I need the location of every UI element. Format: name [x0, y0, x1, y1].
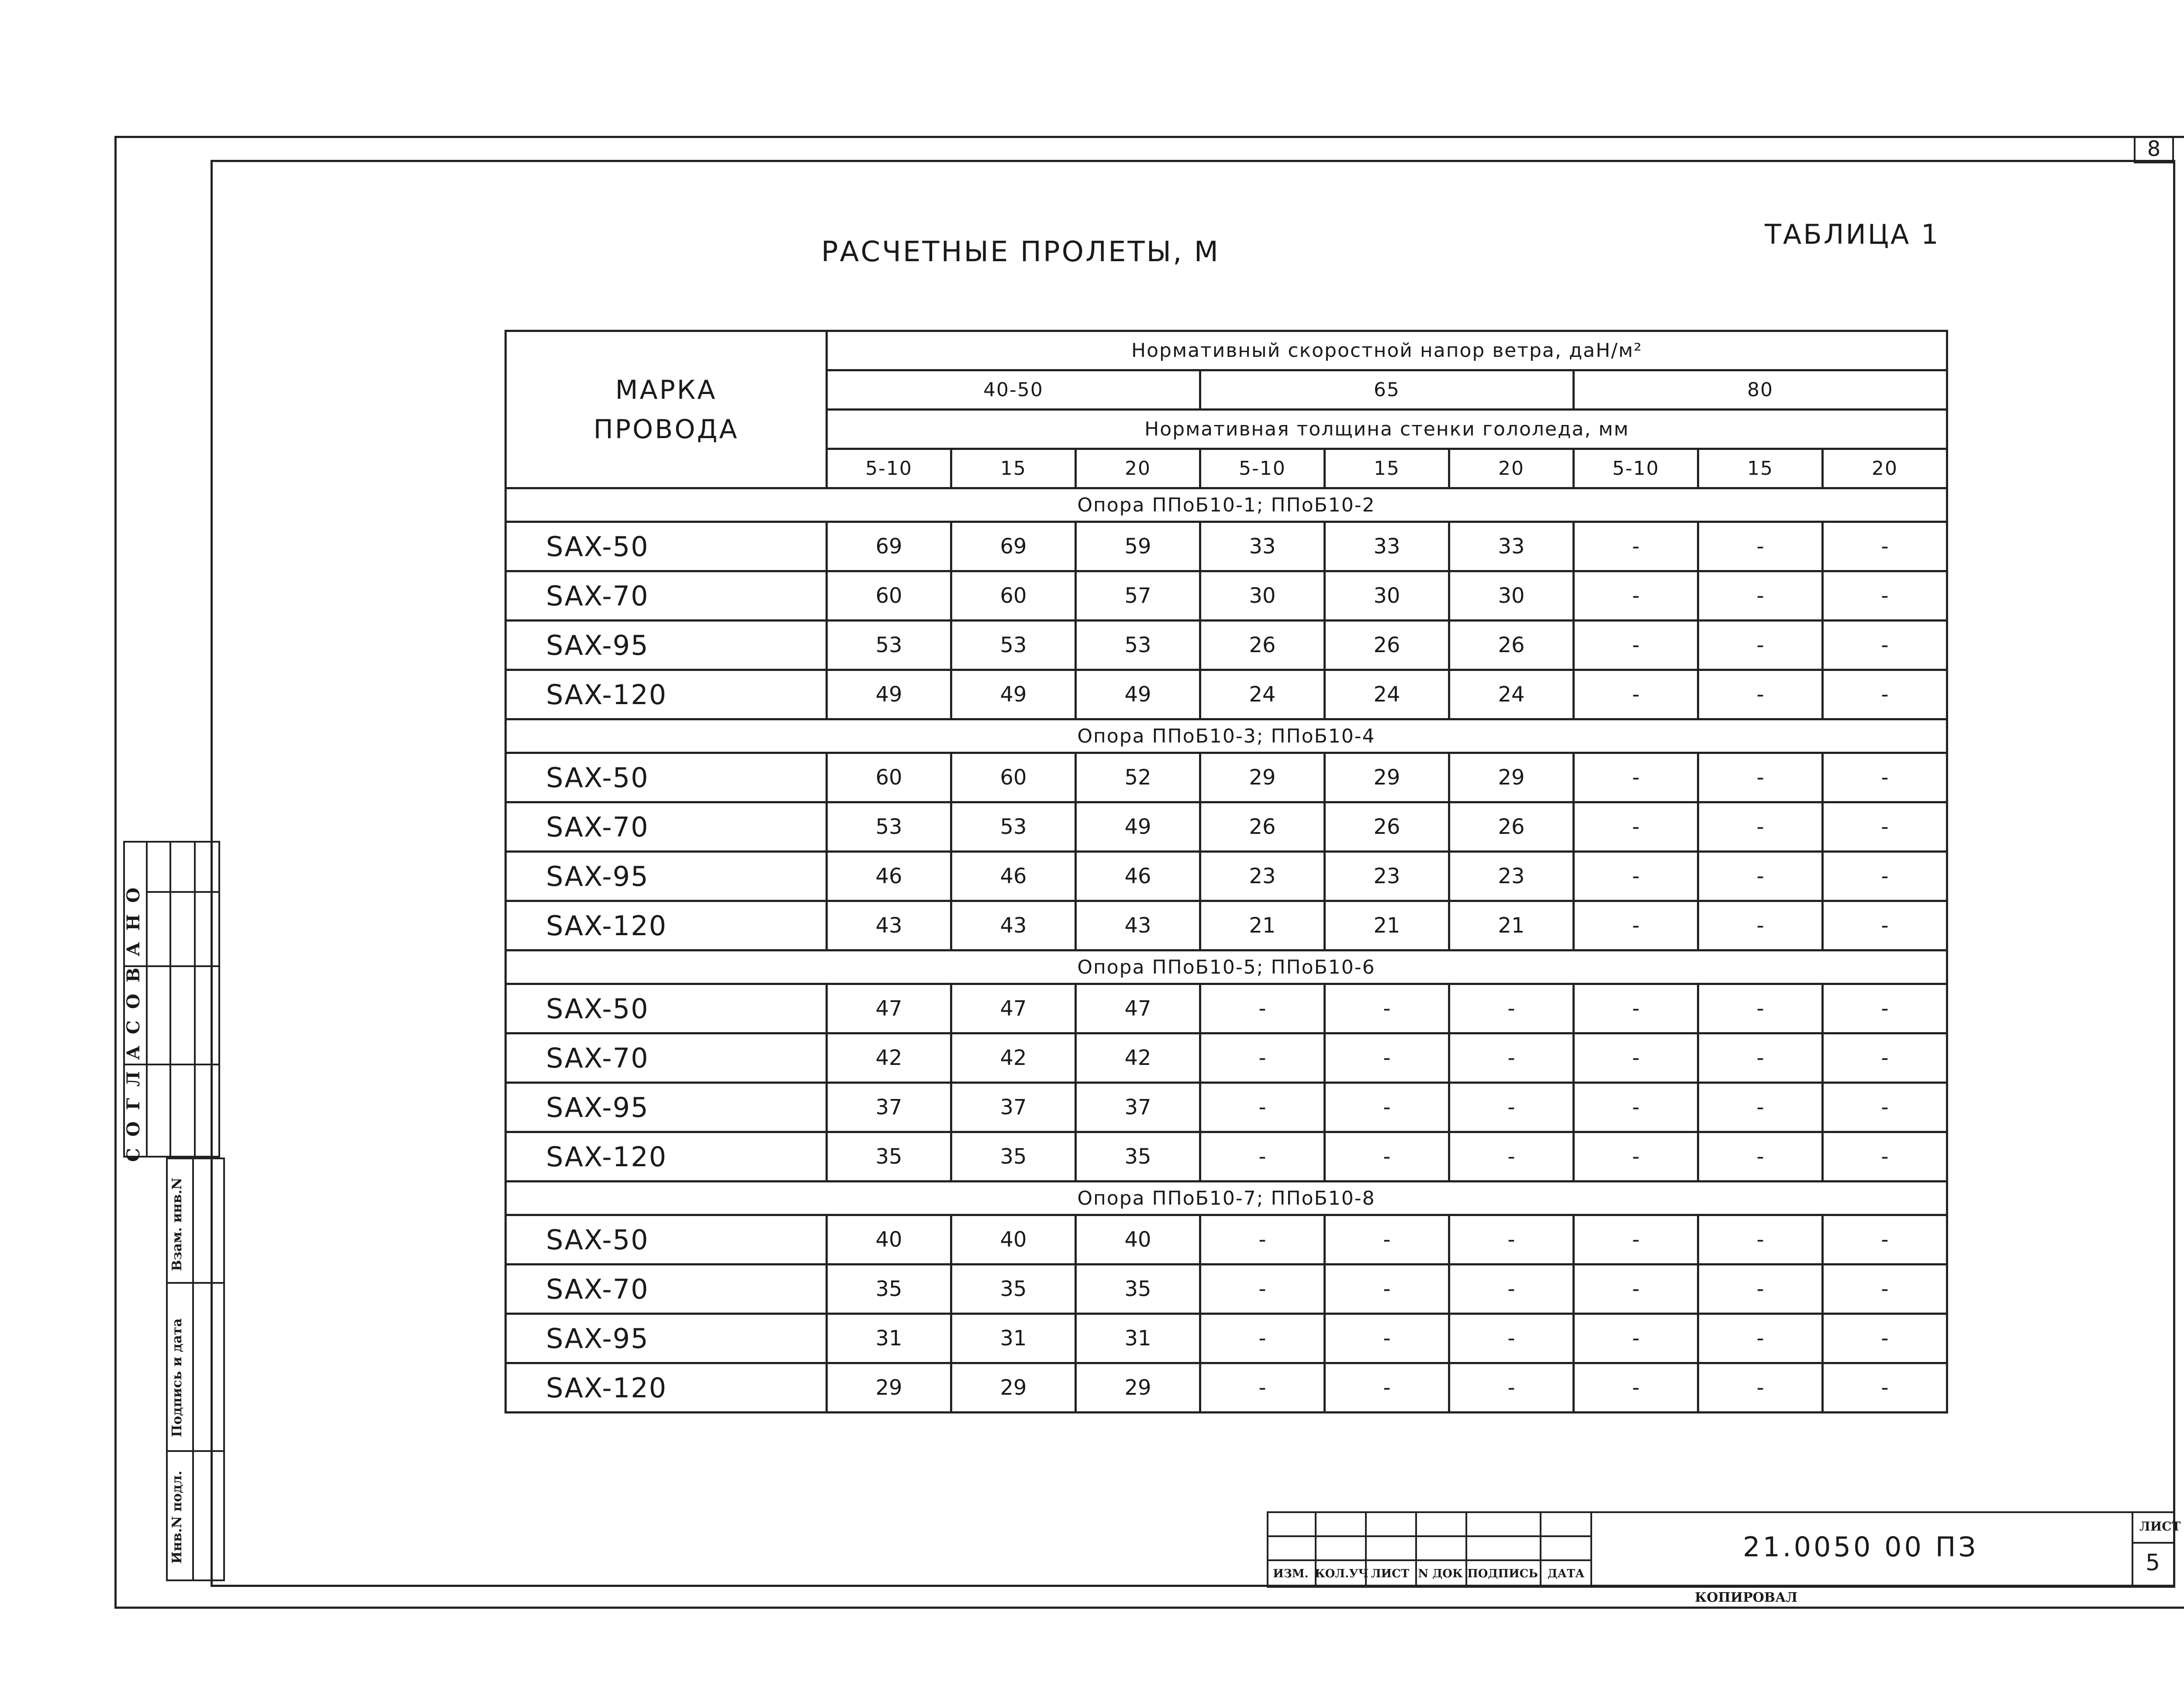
span-value-cell: 47	[1076, 984, 1200, 1033]
agreed-divider-3	[194, 841, 196, 1158]
sheet-number: 5	[2146, 1550, 2160, 1576]
span-value-cell: 43	[827, 901, 951, 950]
table-row	[506, 984, 1947, 1033]
wind-group-2: 65	[1200, 370, 1574, 410]
ice-col-header: 15	[1698, 449, 1823, 488]
wire-brand-cell: SAX-95	[506, 1314, 827, 1363]
span-value-cell: 26	[1449, 621, 1574, 670]
table-row	[506, 901, 1947, 950]
span-value-cell: 29	[951, 1363, 1076, 1413]
span-value-cell: -	[1823, 571, 1947, 621]
section-title: Опора ППоБ10-7; ППоБ10-8	[506, 1182, 1947, 1215]
span-value-cell: -	[1823, 1314, 1947, 1363]
span-value-cell: 69	[827, 522, 951, 571]
span-value-cell: 35	[827, 1265, 951, 1314]
span-value-cell: -	[1449, 1215, 1574, 1265]
span-value-cell: 21	[1200, 901, 1325, 950]
span-value-cell: 33	[1200, 522, 1325, 571]
spans-table	[505, 330, 1948, 1413]
span-value-cell: -	[1698, 621, 1823, 670]
span-value-cell: 40	[951, 1215, 1076, 1265]
span-value-cell: 42	[827, 1033, 951, 1083]
span-value-cell: -	[1574, 621, 1698, 670]
agreed-divider-1	[146, 841, 148, 1158]
copied-label: КОПИРОВАЛ	[1695, 1590, 1798, 1605]
span-value-cell: 26	[1449, 802, 1574, 852]
table-row	[506, 802, 1947, 852]
table-row	[506, 1083, 1947, 1132]
wire-brand-cell: SAX-95	[506, 1083, 827, 1132]
span-value-cell: 37	[951, 1083, 1076, 1132]
span-value-cell: 53	[1076, 621, 1200, 670]
span-value-cell: -	[1698, 670, 1823, 719]
span-value-cell: -	[1449, 1314, 1574, 1363]
span-value-cell: -	[1200, 1132, 1325, 1182]
span-value-cell: -	[1698, 1314, 1823, 1363]
span-value-cell: 24	[1200, 670, 1325, 719]
span-value-cell: 24	[1449, 670, 1574, 719]
sheet-hline	[2132, 1542, 2175, 1544]
span-value-cell: -	[1325, 1083, 1449, 1132]
agreed-label: СОГЛАСОВАНО	[123, 876, 144, 1162]
span-value-cell: -	[1823, 984, 1947, 1033]
span-value-cell: 40	[1076, 1215, 1200, 1265]
wind-header: Нормативный скоростной напор ветра, даН/м²	[827, 331, 1947, 370]
span-value-cell: -	[1574, 802, 1698, 852]
span-value-cell: -	[1200, 1265, 1325, 1314]
top-page-number: 8	[2134, 136, 2174, 163]
ice-col-header: 15	[1325, 449, 1449, 488]
span-value-cell: 35	[827, 1132, 951, 1182]
span-value-cell: 43	[1076, 901, 1200, 950]
wire-brand-cell: SAX-120	[506, 1132, 827, 1182]
span-value-cell: 49	[1076, 670, 1200, 719]
wire-brand-cell: SAX-50	[506, 753, 827, 802]
wind-group-1: 40-50	[827, 370, 1200, 410]
span-value-cell: -	[1574, 670, 1698, 719]
span-value-cell: 60	[951, 571, 1076, 621]
span-value-cell: -	[1449, 1033, 1574, 1083]
span-value-cell: 30	[1200, 571, 1325, 621]
span-value-cell: -	[1574, 753, 1698, 802]
span-value-cell: 21	[1449, 901, 1574, 950]
span-value-cell: 31	[1076, 1314, 1200, 1363]
span-value-cell: 53	[951, 621, 1076, 670]
span-value-cell: 31	[827, 1314, 951, 1363]
span-value-cell: -	[1574, 571, 1698, 621]
span-value-cell: -	[1574, 984, 1698, 1033]
table-row	[506, 1033, 1947, 1083]
wire-brand-cell: SAX-95	[506, 621, 827, 670]
tb-label-ndok: N ДОК	[1418, 1567, 1463, 1580]
table-row	[506, 852, 1947, 901]
span-value-cell: -	[1698, 1033, 1823, 1083]
span-value-cell: -	[1200, 1363, 1325, 1413]
wire-brand-cell: SAX-95	[506, 852, 827, 901]
span-value-cell: -	[1325, 1314, 1449, 1363]
sheet-divider	[2132, 1511, 2133, 1588]
span-value-cell: 47	[827, 984, 951, 1033]
wire-brand-cell: SAX-70	[506, 1033, 827, 1083]
wire-brand-cell: SAX-120	[506, 1363, 827, 1413]
span-value-cell: 60	[951, 753, 1076, 802]
span-value-cell: 46	[951, 852, 1076, 901]
span-value-cell: -	[1823, 621, 1947, 670]
agreed-hline-1	[146, 891, 220, 893]
span-value-cell: 31	[951, 1314, 1076, 1363]
tb-label-izm: ИЗМ.	[1273, 1567, 1309, 1580]
span-value-cell: 26	[1325, 621, 1449, 670]
span-value-cell: 29	[827, 1363, 951, 1413]
span-value-cell: -	[1698, 1215, 1823, 1265]
span-value-cell: -	[1325, 1363, 1449, 1413]
span-value-cell: 29	[1325, 753, 1449, 802]
span-value-cell: 33	[1449, 522, 1574, 571]
span-value-cell: 23	[1200, 852, 1325, 901]
span-value-cell: 24	[1325, 670, 1449, 719]
span-value-cell: 53	[951, 802, 1076, 852]
span-value-cell: -	[1449, 1363, 1574, 1413]
span-value-cell: -	[1449, 1083, 1574, 1132]
agreed-divider-2	[169, 841, 171, 1158]
span-value-cell: -	[1698, 1265, 1823, 1314]
span-value-cell: -	[1200, 1215, 1325, 1265]
span-value-cell: 33	[1325, 522, 1449, 571]
tb-label-podpis: ПОДПИСЬ	[1467, 1567, 1538, 1580]
span-value-cell: -	[1449, 1132, 1574, 1182]
span-value-cell: 40	[827, 1215, 951, 1265]
span-value-cell: -	[1200, 984, 1325, 1033]
span-value-cell: 23	[1325, 852, 1449, 901]
span-value-cell: -	[1823, 1215, 1947, 1265]
ice-col-header: 15	[951, 449, 1076, 488]
span-value-cell: 21	[1325, 901, 1449, 950]
span-value-cell: 35	[1076, 1265, 1200, 1314]
span-value-cell: 49	[951, 670, 1076, 719]
span-value-cell: -	[1698, 852, 1823, 901]
table-row	[506, 1215, 1947, 1265]
wire-brand-cell: SAX-70	[506, 1265, 827, 1314]
ice-col-header: 20	[1823, 449, 1947, 488]
ice-col-header: 20	[1076, 449, 1200, 488]
table-row	[506, 571, 1947, 621]
span-value-cell: 23	[1449, 852, 1574, 901]
ice-col-header: 5-10	[1200, 449, 1325, 488]
span-value-cell: -	[1698, 571, 1823, 621]
span-value-cell: -	[1325, 1215, 1449, 1265]
table-label: ТАБЛИЦА 1	[1765, 218, 1940, 250]
span-value-cell: 26	[1325, 802, 1449, 852]
span-value-cell: -	[1574, 901, 1698, 950]
ice-col-header: 20	[1449, 449, 1574, 488]
ice-col-header: 5-10	[827, 449, 951, 488]
wire-header-cell	[506, 331, 827, 488]
ice-header: Нормативная толщина стенки гололеда, мм	[827, 410, 1947, 449]
ice-col-header: 5-10	[1574, 449, 1698, 488]
span-value-cell: -	[1698, 1132, 1823, 1182]
span-value-cell: -	[1574, 1314, 1698, 1363]
inventory-hline-1	[166, 1282, 225, 1284]
span-value-cell: -	[1574, 1033, 1698, 1083]
span-value-cell: 69	[951, 522, 1076, 571]
span-value-cell: -	[1823, 1132, 1947, 1182]
span-value-cell: -	[1574, 1215, 1698, 1265]
sign-date-label: Подпись и дата	[169, 1318, 185, 1437]
inv-orig-label: Инв.N подл.	[169, 1470, 185, 1564]
span-value-cell: -	[1449, 984, 1574, 1033]
table-row	[506, 1363, 1947, 1413]
doc-code: 21.0050 00 ПЗ	[1743, 1531, 1979, 1563]
span-value-cell: 30	[1449, 571, 1574, 621]
span-value-cell: -	[1325, 1132, 1449, 1182]
inventory-divider	[192, 1158, 194, 1581]
span-value-cell: 60	[827, 753, 951, 802]
span-value-cell: 37	[1076, 1083, 1200, 1132]
span-value-cell: -	[1574, 1132, 1698, 1182]
span-value-cell: 57	[1076, 571, 1200, 621]
page-title: РАСЧЕТНЫЕ ПРОЛЕТЫ, М	[821, 236, 1220, 268]
wire-brand-cell: SAX-50	[506, 522, 827, 571]
span-value-cell: -	[1698, 1363, 1823, 1413]
wind-group-3: 80	[1574, 370, 1947, 410]
span-value-cell: 29	[1200, 753, 1325, 802]
span-value-cell: 29	[1076, 1363, 1200, 1413]
span-value-cell: -	[1698, 753, 1823, 802]
span-value-cell: 29	[1449, 753, 1574, 802]
span-value-cell: 53	[827, 621, 951, 670]
span-value-cell: 46	[1076, 852, 1200, 901]
wire-brand-cell: SAX-120	[506, 901, 827, 950]
tb-label-data: ДАТА	[1547, 1567, 1585, 1580]
span-value-cell: 53	[827, 802, 951, 852]
span-value-cell: -	[1200, 1083, 1325, 1132]
span-value-cell: -	[1325, 984, 1449, 1033]
span-value-cell: -	[1823, 1265, 1947, 1314]
tb-label-list: ЛИСТ	[1371, 1567, 1410, 1580]
span-value-cell: -	[1325, 1265, 1449, 1314]
span-value-cell: 42	[1076, 1033, 1200, 1083]
span-value-cell: -	[1449, 1265, 1574, 1314]
span-value-cell: -	[1823, 1083, 1947, 1132]
span-value-cell: -	[1698, 901, 1823, 950]
span-value-cell: 26	[1200, 621, 1325, 670]
span-value-cell: -	[1325, 1033, 1449, 1083]
sheet-label: ЛИСТ	[2139, 1519, 2181, 1534]
span-value-cell: -	[1698, 984, 1823, 1033]
span-value-cell: -	[1823, 670, 1947, 719]
table-row	[506, 522, 1947, 571]
span-value-cell: -	[1823, 1363, 1947, 1413]
wire-header-line2: ПРОВОДА	[593, 414, 739, 445]
span-value-cell: -	[1574, 1265, 1698, 1314]
span-value-cell: 43	[951, 901, 1076, 950]
span-value-cell: 49	[827, 670, 951, 719]
wire-brand-cell: SAX-70	[506, 571, 827, 621]
span-value-cell: -	[1823, 1033, 1947, 1083]
span-value-cell: -	[1823, 901, 1947, 950]
span-value-cell: 52	[1076, 753, 1200, 802]
span-value-cell: -	[1200, 1314, 1325, 1363]
wire-brand-cell: SAX-50	[506, 1215, 827, 1265]
span-value-cell: -	[1698, 802, 1823, 852]
section-title: Опора ППоБ10-1; ППоБ10-2	[506, 488, 1947, 522]
span-value-cell: 30	[1325, 571, 1449, 621]
span-value-cell: -	[1698, 522, 1823, 571]
table-row	[506, 621, 1947, 670]
table-row	[506, 1265, 1947, 1314]
table-row	[506, 753, 1947, 802]
span-value-cell: -	[1698, 1083, 1823, 1132]
wire-brand-cell: SAX-50	[506, 984, 827, 1033]
span-value-cell: -	[1200, 1033, 1325, 1083]
span-value-cell: 60	[827, 571, 951, 621]
span-value-cell: -	[1823, 852, 1947, 901]
wire-brand-cell: SAX-70	[506, 802, 827, 852]
span-value-cell: 49	[1076, 802, 1200, 852]
section-title: Опора ППоБ10-3; ППоБ10-4	[506, 719, 1947, 753]
span-value-cell: 37	[827, 1083, 951, 1132]
table-row	[506, 1314, 1947, 1363]
replace-inv-label: Взам. инв.N	[169, 1178, 185, 1271]
span-value-cell: -	[1823, 753, 1947, 802]
table-row	[506, 670, 1947, 719]
span-value-cell: -	[1823, 522, 1947, 571]
inventory-hline-2	[166, 1450, 225, 1452]
span-value-cell: 42	[951, 1033, 1076, 1083]
table-row	[506, 1132, 1947, 1182]
section-title: Опора ППоБ10-5; ППоБ10-6	[506, 950, 1947, 984]
span-value-cell: 26	[1200, 802, 1325, 852]
wire-brand-cell: SAX-120	[506, 670, 827, 719]
span-value-cell: -	[1574, 1083, 1698, 1132]
span-value-cell: -	[1574, 852, 1698, 901]
span-value-cell: 35	[951, 1265, 1076, 1314]
span-value-cell: -	[1574, 522, 1698, 571]
span-value-cell: 47	[951, 984, 1076, 1033]
wire-header-line1: МАРКА	[615, 374, 717, 405]
tb-label-kolvo: КОЛ.УЧ	[1315, 1567, 1369, 1580]
span-value-cell: 35	[1076, 1132, 1200, 1182]
span-value-cell: 46	[827, 852, 951, 901]
span-value-cell: -	[1574, 1363, 1698, 1413]
span-value-cell: -	[1823, 802, 1947, 852]
span-value-cell: 35	[951, 1132, 1076, 1182]
span-value-cell: 59	[1076, 522, 1200, 571]
